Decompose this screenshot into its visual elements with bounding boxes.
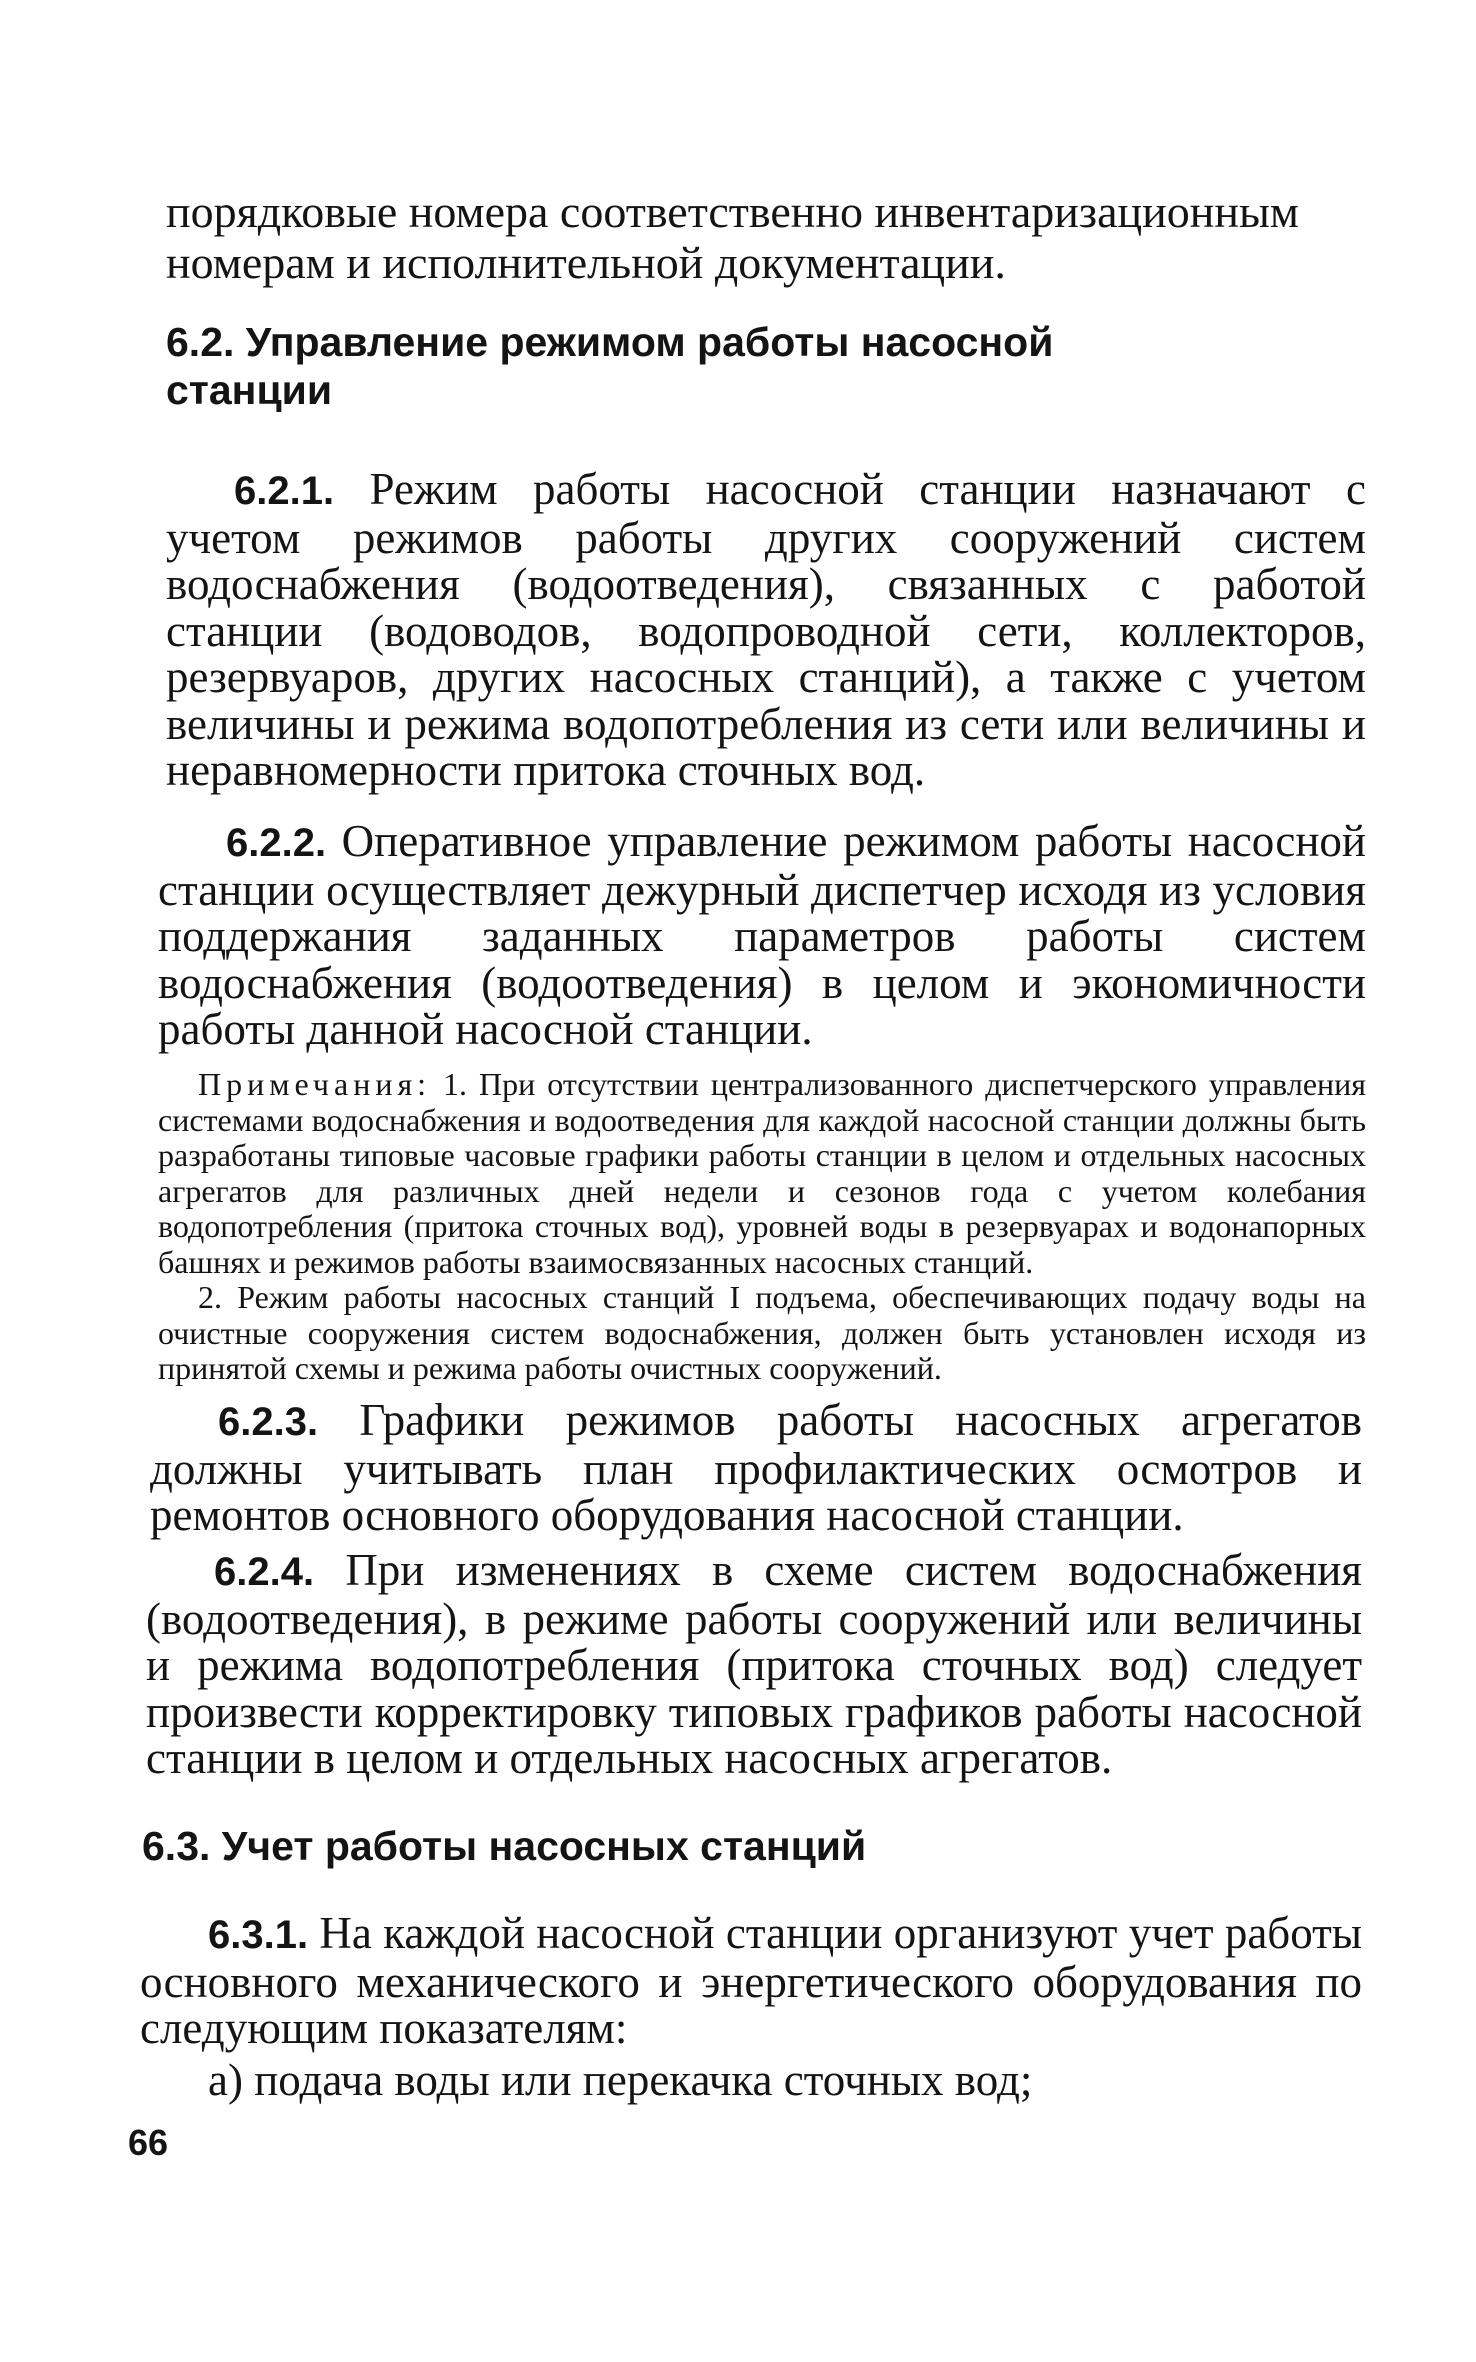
clause-text: Режим работы насосной станции назначают с учетом режимов работы других сооружений систем водоснабжения (водоотведения), связанных с работой станции (водоводов, водопроводной сети, коллекторов, резервуаров, других насосных станций), а также с учетом величины и режима водопотребления из сети или величины и неравномерности притока сточных вод. [166, 464, 1366, 795]
list-item-a: а) подача воды или перекачка сточных вод; [208, 2055, 1033, 2105]
paragraph-6-2-2 [158, 818, 1366, 1053]
paragraph-6-2-3 [150, 1397, 1362, 1539]
clause-text: Оперативное управление режимом работы насосной станции осуществляет дежурный диспетчер исходя из условия поддержания заданных параметров работы систем водоснабжения (водоотведения) в целом и экономичности работы данной насосной станции. [158, 816, 1366, 1054]
intro-paragraph: порядковые номера соответственно инвентаризационным номерам и исполнительной документации. [166, 186, 1299, 288]
clause-number: 6.2.2. [226, 821, 327, 865]
clause-text: Графики режимов работы насосных агрегатов должны учитывать план профилактических осмотров и ремонтов основного оборудования насосной станции. [150, 1395, 1363, 1540]
page-number: 66 [128, 2122, 169, 2163]
clause-number: 6.2.4. [214, 1550, 315, 1594]
paragraph-6-2-1 [166, 466, 1366, 794]
paragraph-6-2-4 [146, 1547, 1362, 1782]
clause-number: 6.2.1. [234, 469, 335, 513]
clause-text: На каждой насосной станции организуют учет работы основного механического и энергетического оборудования по следующим показателям: [140, 1908, 1363, 2053]
clause-number: 6.3.1. [208, 1913, 309, 1957]
note-2: 2. Режим работы насосных станций I подъема, обеспечивающих подачу воды на очистные сооружения систем водоснабжения, должен быть установлен исходя из принятой схемы и режима работы очистных сооружений. [158, 1279, 1366, 1386]
section-heading-6-2: 6.2. Управление режимом работы насосной станции [166, 319, 1054, 413]
notes-label: Примечания: [198, 1066, 432, 1102]
note-1-text: 1. При отсутствии централизованного диспетчерского управления системами водоснабжения и водоотведения для каждой насосной станции должны быть разработаны типовые часовые графики работы станции в целом и отдельных насосных агрегатов для различных дней недели и сезонов года с учетом колебания водопотребления (притока сточных вод), уровней воды в резервуарах и водонапорных башнях и режимов работы взаимосвязанных насосных станций. [158, 1066, 1366, 1280]
section-heading-6-3: 6.3. Учет работы насосных станций [142, 1823, 867, 1869]
clause-text: При изменениях в схеме систем водоснабжения (водоотведения), в режиме работы сооружений или величины и режима водопотребления (притока сточных вод) следует произвести корректировку типовых графиков работы насосной станции в целом и отдельных насосных агрегатов. [146, 1545, 1362, 1783]
clause-number: 6.2.3. [218, 1400, 319, 1444]
paragraph-6-3-1 [140, 1910, 1362, 2052]
notes-block [158, 1067, 1366, 1387]
note-1 [158, 1067, 1366, 1280]
